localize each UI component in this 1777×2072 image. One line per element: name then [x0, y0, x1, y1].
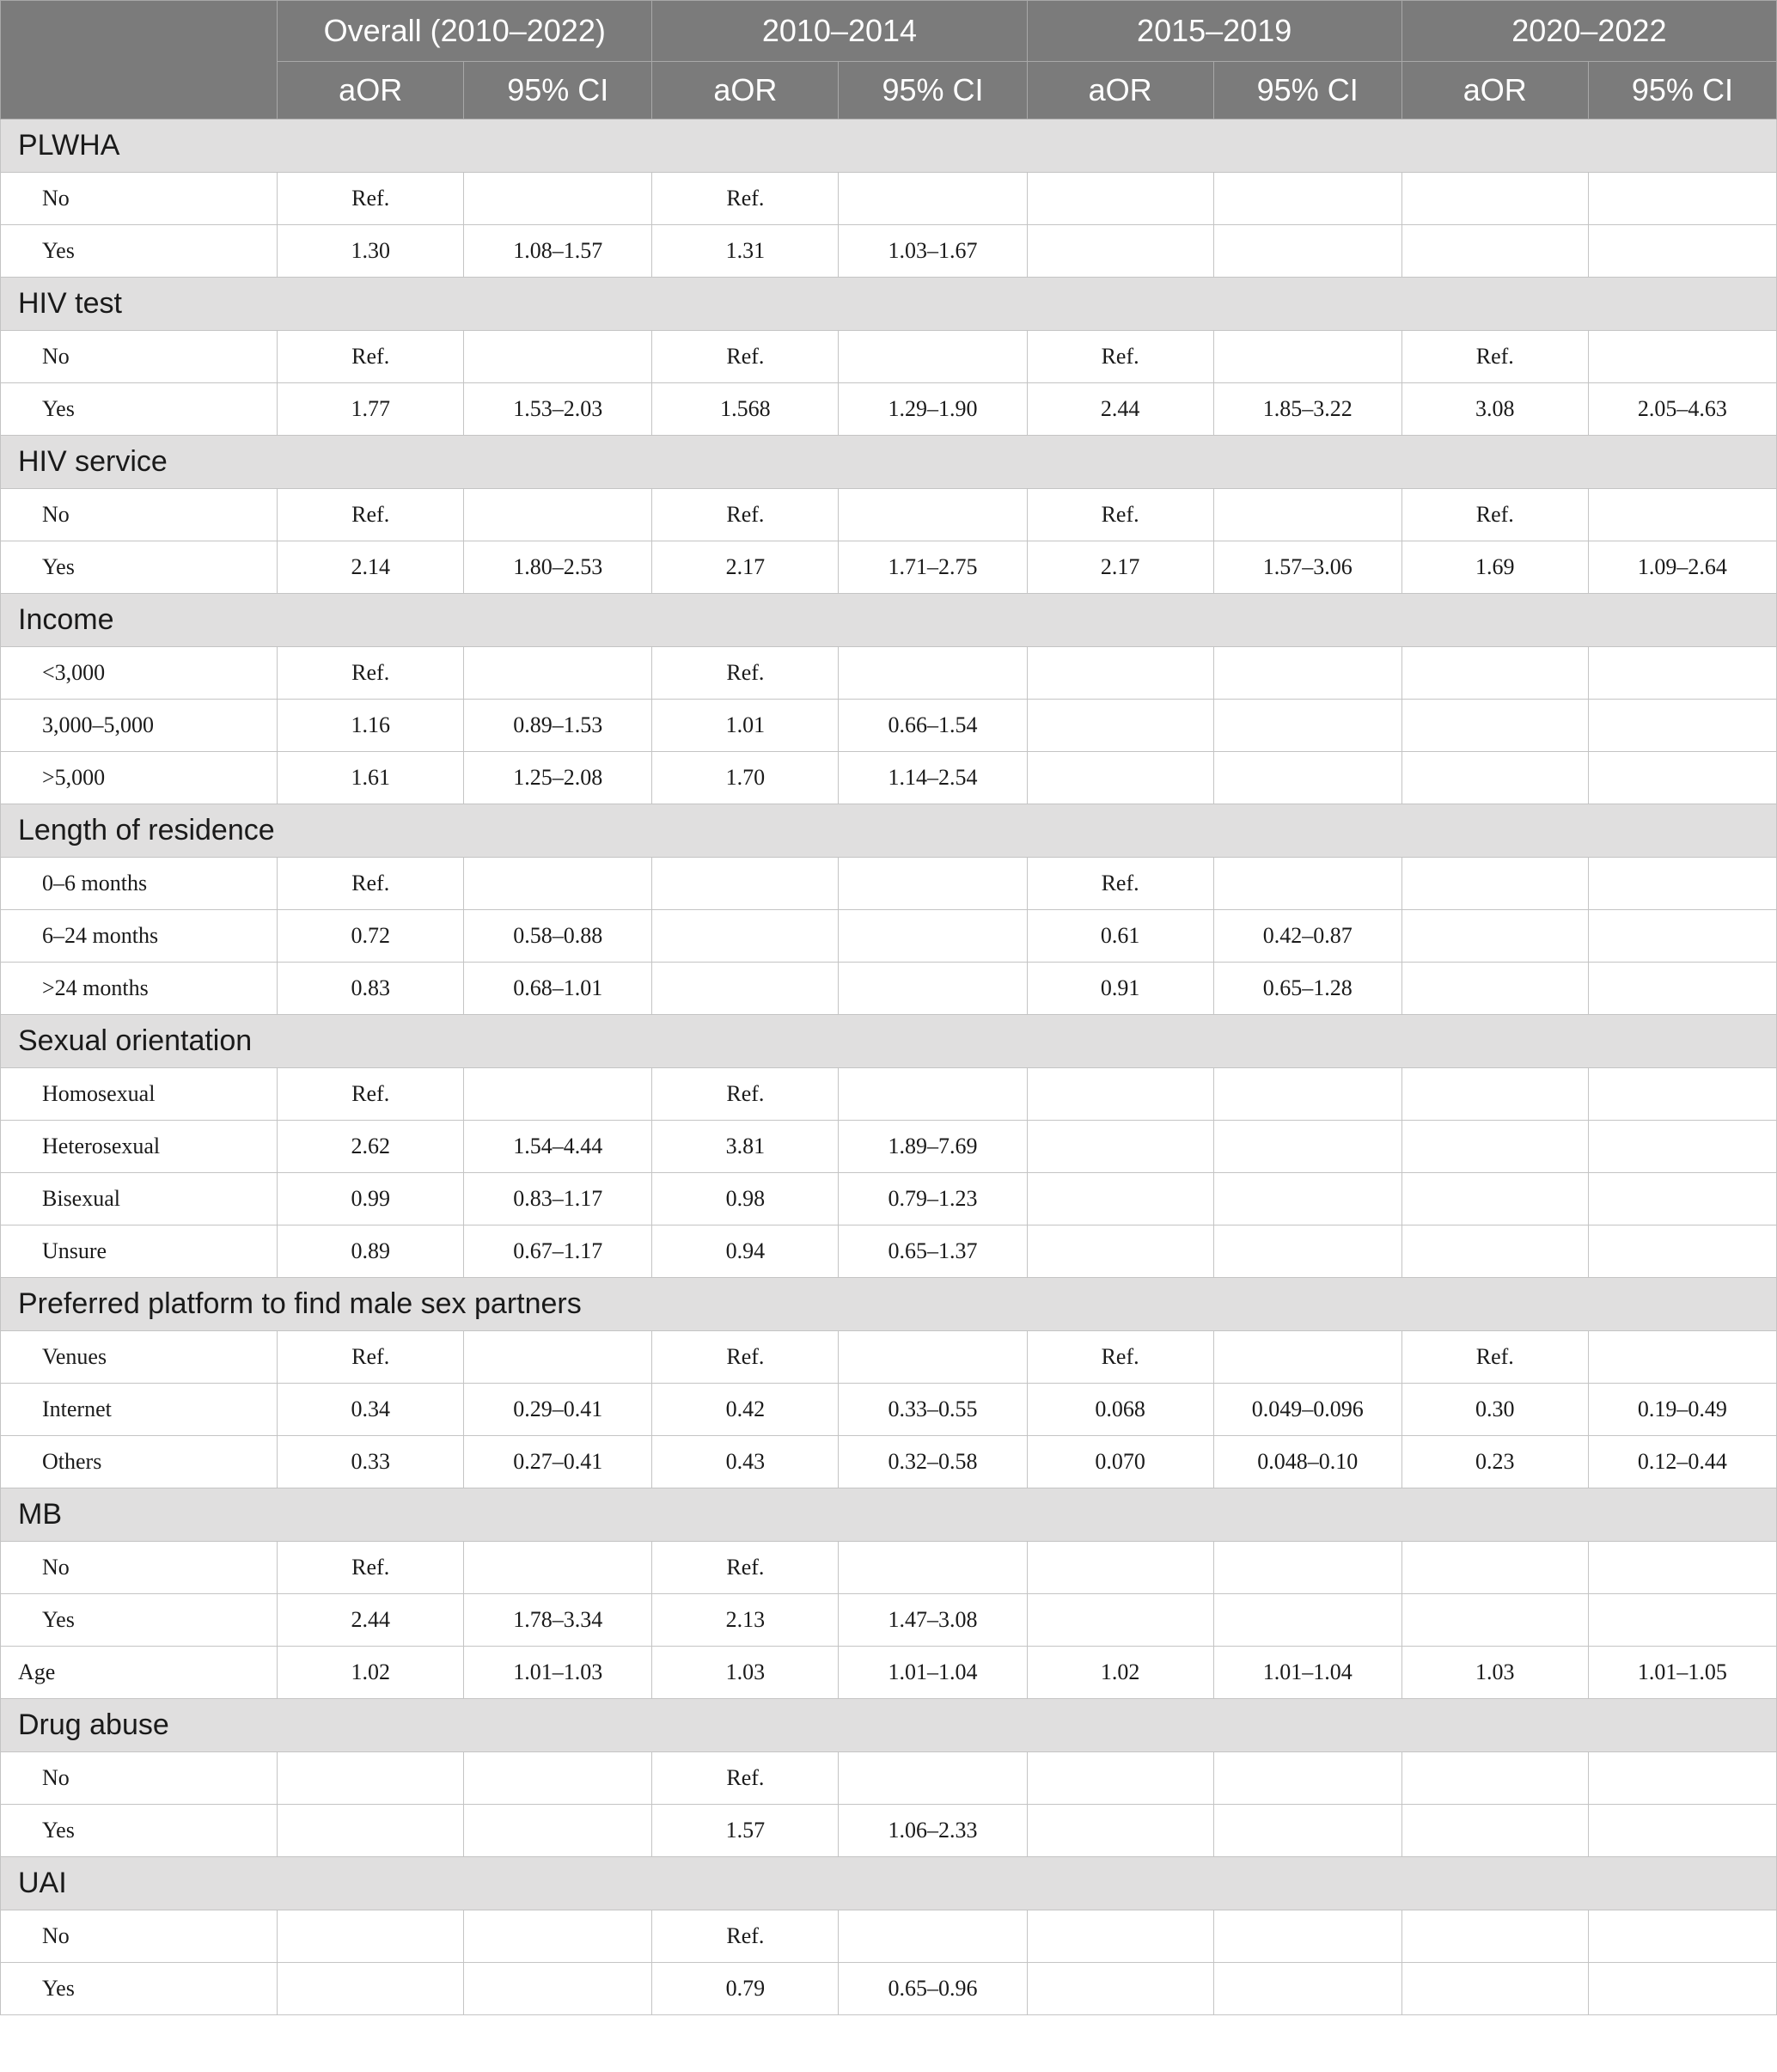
row-label: 6–24 months [1, 910, 278, 963]
ci-cell [464, 1910, 652, 1963]
section-label: Sexual orientation [1, 1015, 1777, 1068]
ci-cell [464, 1963, 652, 2015]
ci-cell: 1.01–1.04 [839, 1647, 1027, 1699]
table-row [1, 1121, 1777, 1173]
section-label: Preferred platform to find male sex partners [1, 1278, 1777, 1331]
ci-cell: 1.01–1.05 [1588, 1647, 1776, 1699]
aor-cell [1027, 1910, 1213, 1963]
table-row [1, 1542, 1777, 1594]
section-label: Length of residence [1, 804, 1777, 858]
section-row [1, 1488, 1777, 1542]
aor-cell: Ref. [652, 647, 839, 700]
ci-cell [1213, 858, 1401, 910]
ci-cell: 1.71–2.75 [839, 541, 1027, 594]
aor-cell: 0.98 [652, 1173, 839, 1225]
aor-cell: 1.61 [278, 752, 464, 804]
ci-cell [839, 647, 1027, 700]
aor-cell: 0.79 [652, 1963, 839, 2015]
aor-cell: 0.42 [652, 1384, 839, 1436]
table-row [1, 963, 1777, 1015]
aor-cell [1401, 1910, 1588, 1963]
ci-cell [1588, 752, 1776, 804]
table-row [1, 1805, 1777, 1857]
aor-cell: Ref. [652, 1752, 839, 1805]
aor-cell: 0.30 [1401, 1384, 1588, 1436]
ci-cell [464, 173, 652, 225]
aor-cell: 2.17 [652, 541, 839, 594]
aor-cell [1401, 1068, 1588, 1121]
aor-cell: Ref. [1027, 1331, 1213, 1384]
header-ci: 95% CI [1588, 62, 1776, 119]
aor-cell: Ref. [278, 489, 464, 541]
aor-cell: Ref. [652, 331, 839, 383]
aor-cell [652, 963, 839, 1015]
row-label: Internet [1, 1384, 278, 1436]
aor-cell: 1.03 [1401, 1647, 1588, 1699]
aor-cell [1401, 910, 1588, 963]
aor-cell: Ref. [278, 1542, 464, 1594]
aor-cell [1027, 225, 1213, 278]
aor-cell: 1.03 [652, 1647, 839, 1699]
table-row [1, 752, 1777, 804]
aor-cell: Ref. [278, 858, 464, 910]
aor-cell: 0.070 [1027, 1436, 1213, 1488]
ci-cell: 0.12–0.44 [1588, 1436, 1776, 1488]
aor-cell: 2.44 [278, 1594, 464, 1647]
header-aor: aOR [1401, 62, 1588, 119]
row-label: Homosexual [1, 1068, 278, 1121]
table-row [1, 225, 1777, 278]
aor-cell: 2.13 [652, 1594, 839, 1647]
row-label: No [1, 1752, 278, 1805]
header-group-2010-2014: 2010–2014 [652, 1, 1027, 62]
ci-cell: 1.85–3.22 [1213, 383, 1401, 436]
ci-cell: 0.049–0.096 [1213, 1384, 1401, 1436]
table-row [1, 1225, 1777, 1278]
ci-cell [839, 489, 1027, 541]
row-label: Yes [1, 1805, 278, 1857]
row-label: 3,000–5,000 [1, 700, 278, 752]
aor-cell: 0.61 [1027, 910, 1213, 963]
aor-cell [278, 1805, 464, 1857]
header-aor: aOR [652, 62, 839, 119]
aor-cell [1401, 700, 1588, 752]
row-label: 0–6 months [1, 858, 278, 910]
ci-cell: 1.25–2.08 [464, 752, 652, 804]
ci-cell: 0.58–0.88 [464, 910, 652, 963]
aor-cell [1401, 1752, 1588, 1805]
aor-cell [1027, 1173, 1213, 1225]
ci-cell [839, 1068, 1027, 1121]
aor-cell: Ref. [1027, 489, 1213, 541]
ci-cell [839, 173, 1027, 225]
section-row [1, 278, 1777, 331]
aor-cell [1027, 1805, 1213, 1857]
aor-cell: 2.17 [1027, 541, 1213, 594]
aor-cell: 0.34 [278, 1384, 464, 1436]
ci-cell [464, 1068, 652, 1121]
ci-cell: 1.78–3.34 [464, 1594, 652, 1647]
ci-cell [1588, 489, 1776, 541]
ci-cell [464, 647, 652, 700]
aor-cell [278, 1963, 464, 2015]
aor-cell [1027, 1225, 1213, 1278]
row-label: <3,000 [1, 647, 278, 700]
ci-cell [1588, 1752, 1776, 1805]
ci-cell [464, 489, 652, 541]
table-row [1, 1436, 1777, 1488]
ci-cell: 1.53–2.03 [464, 383, 652, 436]
table-header [1, 1, 1777, 119]
ci-cell [1213, 1173, 1401, 1225]
row-label: Bisexual [1, 1173, 278, 1225]
aor-cell [1401, 647, 1588, 700]
aor-cell: 1.568 [652, 383, 839, 436]
ci-cell [839, 910, 1027, 963]
header-aor: aOR [278, 62, 464, 119]
aor-cell: Ref. [652, 173, 839, 225]
ci-cell [1213, 1225, 1401, 1278]
row-label: Venues [1, 1331, 278, 1384]
ci-cell: 0.29–0.41 [464, 1384, 652, 1436]
ci-cell [464, 1331, 652, 1384]
aor-cell: 1.31 [652, 225, 839, 278]
table-row [1, 489, 1777, 541]
aor-cell: 2.62 [278, 1121, 464, 1173]
aor-cell [652, 910, 839, 963]
section-row [1, 1278, 1777, 1331]
row-label: No [1, 1910, 278, 1963]
ci-cell: 0.66–1.54 [839, 700, 1027, 752]
ci-cell [1213, 225, 1401, 278]
ci-cell [1213, 1963, 1401, 2015]
ci-cell [1213, 1594, 1401, 1647]
table-row [1, 647, 1777, 700]
aor-cell [1401, 963, 1588, 1015]
ci-cell: 0.27–0.41 [464, 1436, 652, 1488]
aor-cell [1027, 1752, 1213, 1805]
ci-cell [839, 1752, 1027, 1805]
aor-cell [1027, 173, 1213, 225]
ci-cell [1588, 1542, 1776, 1594]
section-label: PLWHA [1, 119, 1777, 173]
aor-cell: 1.02 [1027, 1647, 1213, 1699]
ci-cell [1213, 1752, 1401, 1805]
ci-cell [1588, 647, 1776, 700]
ci-cell [464, 1752, 652, 1805]
aor-cell [1401, 1805, 1588, 1857]
ci-cell [1213, 1542, 1401, 1594]
aor-cell: 3.08 [1401, 383, 1588, 436]
ci-cell: 1.29–1.90 [839, 383, 1027, 436]
section-row [1, 804, 1777, 858]
ci-cell [1588, 1805, 1776, 1857]
aor-cell: 0.91 [1027, 963, 1213, 1015]
aor-cell: Ref. [652, 1542, 839, 1594]
ci-cell [1213, 1331, 1401, 1384]
aor-cell: 2.44 [1027, 383, 1213, 436]
aor-cell: Ref. [278, 173, 464, 225]
table-row [1, 541, 1777, 594]
ci-cell [839, 1910, 1027, 1963]
row-label: Yes [1, 383, 278, 436]
ci-cell [1588, 1225, 1776, 1278]
row-label: Yes [1, 1594, 278, 1647]
ci-cell [1213, 752, 1401, 804]
ci-cell: 0.42–0.87 [1213, 910, 1401, 963]
aor-cell [1027, 1963, 1213, 2015]
section-label: Income [1, 594, 1777, 647]
aor-cell [1401, 1225, 1588, 1278]
aor-cell [1401, 752, 1588, 804]
ci-cell [1588, 173, 1776, 225]
aor-cell: 0.43 [652, 1436, 839, 1488]
table-row [1, 858, 1777, 910]
ci-cell [1213, 173, 1401, 225]
aor-cell: 1.01 [652, 700, 839, 752]
ci-cell: 1.01–1.04 [1213, 1647, 1401, 1699]
aor-cell [278, 1910, 464, 1963]
section-label: Drug abuse [1, 1699, 1777, 1752]
aor-cell [1027, 1594, 1213, 1647]
aor-cell: 0.33 [278, 1436, 464, 1488]
table-row [1, 700, 1777, 752]
ci-cell [1213, 1805, 1401, 1857]
ci-cell: 0.65–1.28 [1213, 963, 1401, 1015]
table-row [1, 1594, 1777, 1647]
ci-cell [1588, 331, 1776, 383]
ci-cell [1588, 963, 1776, 1015]
ci-cell: 0.67–1.17 [464, 1225, 652, 1278]
ci-cell: 0.65–0.96 [839, 1963, 1027, 2015]
ci-cell: 0.32–0.58 [839, 1436, 1027, 1488]
ci-cell [464, 331, 652, 383]
ci-cell: 0.33–0.55 [839, 1384, 1027, 1436]
header-ci: 95% CI [464, 62, 652, 119]
section-row [1, 1015, 1777, 1068]
row-label: No [1, 173, 278, 225]
section-label: UAI [1, 1857, 1777, 1910]
ci-cell: 1.14–2.54 [839, 752, 1027, 804]
table-row [1, 910, 1777, 963]
ci-cell: 0.83–1.17 [464, 1173, 652, 1225]
aor-cell: Ref. [1027, 331, 1213, 383]
row-label: Yes [1, 225, 278, 278]
aor-cell [278, 1752, 464, 1805]
ci-cell [464, 1805, 652, 1857]
aor-cell: 1.70 [652, 752, 839, 804]
table-row [1, 173, 1777, 225]
aor-cell: 0.83 [278, 963, 464, 1015]
ci-cell [1588, 1173, 1776, 1225]
row-label: Yes [1, 1963, 278, 2015]
aor-cell [1401, 1121, 1588, 1173]
table-row [1, 1331, 1777, 1384]
table-body [1, 119, 1777, 2015]
aor-cell: 0.94 [652, 1225, 839, 1278]
row-label: Unsure [1, 1225, 278, 1278]
aor-cell [1027, 647, 1213, 700]
header-ci: 95% CI [1213, 62, 1401, 119]
ci-cell [1588, 700, 1776, 752]
aor-cell: Ref. [1401, 1331, 1588, 1384]
aor-cell: 0.89 [278, 1225, 464, 1278]
ci-cell [839, 1331, 1027, 1384]
aor-cell [652, 858, 839, 910]
header-group-overall: Overall (2010–2022) [278, 1, 652, 62]
header-aor: aOR [1027, 62, 1213, 119]
ci-cell: 1.47–3.08 [839, 1594, 1027, 1647]
row-label: No [1, 1542, 278, 1594]
ci-cell [1588, 1121, 1776, 1173]
aor-cell [1401, 1542, 1588, 1594]
ci-cell [1588, 1594, 1776, 1647]
aor-cell [1401, 173, 1588, 225]
table-row [1, 1173, 1777, 1225]
section-row [1, 1699, 1777, 1752]
ci-cell [839, 963, 1027, 1015]
ci-cell [1588, 1910, 1776, 1963]
aor-cell: Ref. [278, 1331, 464, 1384]
aor-cell [1027, 1542, 1213, 1594]
aor-cell [1027, 1068, 1213, 1121]
row-label: Others [1, 1436, 278, 1488]
ci-cell: 1.06–2.33 [839, 1805, 1027, 1857]
row-label: Yes [1, 541, 278, 594]
row-label: No [1, 489, 278, 541]
ci-cell: 0.89–1.53 [464, 700, 652, 752]
header-group-2015-2019: 2015–2019 [1027, 1, 1401, 62]
section-label: HIV test [1, 278, 1777, 331]
ci-cell [839, 1542, 1027, 1594]
aor-cell: 1.77 [278, 383, 464, 436]
ci-cell [1588, 858, 1776, 910]
aor-cell [1401, 1173, 1588, 1225]
row-label: >24 months [1, 963, 278, 1015]
ci-cell: 0.19–0.49 [1588, 1384, 1776, 1436]
section-row [1, 1857, 1777, 1910]
ci-cell [464, 1542, 652, 1594]
row-label: Age [1, 1647, 278, 1699]
ci-cell [1213, 331, 1401, 383]
table-row [1, 1647, 1777, 1699]
table-row [1, 1910, 1777, 1963]
ci-cell [1588, 910, 1776, 963]
aor-cell: 1.30 [278, 225, 464, 278]
ci-cell [1213, 647, 1401, 700]
aor-cell: Ref. [278, 647, 464, 700]
ci-cell [1213, 1121, 1401, 1173]
aor-cell: Ref. [1401, 331, 1588, 383]
ci-cell: 0.65–1.37 [839, 1225, 1027, 1278]
aor-cell [1401, 1594, 1588, 1647]
table-row [1, 383, 1777, 436]
ci-cell: 1.80–2.53 [464, 541, 652, 594]
ci-cell: 1.03–1.67 [839, 225, 1027, 278]
aor-cell: Ref. [1027, 858, 1213, 910]
ci-cell [1213, 489, 1401, 541]
table-row [1, 1963, 1777, 2015]
ci-cell [1588, 225, 1776, 278]
ci-cell [1588, 1963, 1776, 2015]
aor-cell: 1.16 [278, 700, 464, 752]
table-row [1, 331, 1777, 383]
section-row [1, 119, 1777, 173]
aor-cell [1027, 752, 1213, 804]
section-label: HIV service [1, 436, 1777, 489]
aor-cell: 0.23 [1401, 1436, 1588, 1488]
aor-cell: Ref. [652, 1910, 839, 1963]
ci-cell [1213, 1068, 1401, 1121]
aor-cell: 1.69 [1401, 541, 1588, 594]
ci-cell [1213, 700, 1401, 752]
aor-cell: 1.02 [278, 1647, 464, 1699]
ci-cell: 1.54–4.44 [464, 1121, 652, 1173]
aor-cell [1401, 1963, 1588, 2015]
aor-cell: Ref. [278, 1068, 464, 1121]
header-group-2020-2022: 2020–2022 [1401, 1, 1776, 62]
ci-cell [839, 331, 1027, 383]
ci-cell: 1.08–1.57 [464, 225, 652, 278]
ci-cell: 0.048–0.10 [1213, 1436, 1401, 1488]
row-label: No [1, 331, 278, 383]
ci-cell [464, 858, 652, 910]
header-row-periods [1, 1, 1777, 62]
ci-cell [1588, 1331, 1776, 1384]
ci-cell: 2.05–4.63 [1588, 383, 1776, 436]
aor-cell: Ref. [652, 1331, 839, 1384]
ci-cell: 0.68–1.01 [464, 963, 652, 1015]
ci-cell [839, 858, 1027, 910]
section-row [1, 436, 1777, 489]
ci-cell: 1.89–7.69 [839, 1121, 1027, 1173]
header-corner [1, 1, 278, 119]
aor-cell: Ref. [652, 489, 839, 541]
ci-cell [1213, 1910, 1401, 1963]
table-row [1, 1068, 1777, 1121]
aor-cell: 0.068 [1027, 1384, 1213, 1436]
ci-cell: 1.57–3.06 [1213, 541, 1401, 594]
ci-cell: 1.01–1.03 [464, 1647, 652, 1699]
aor-cell: 2.14 [278, 541, 464, 594]
aor-cell: 3.81 [652, 1121, 839, 1173]
aor-cell: Ref. [652, 1068, 839, 1121]
section-row [1, 594, 1777, 647]
row-label: >5,000 [1, 752, 278, 804]
ci-cell: 0.79–1.23 [839, 1173, 1027, 1225]
aor-cell [1027, 1121, 1213, 1173]
aor-cell [1401, 225, 1588, 278]
aor-cell: 0.99 [278, 1173, 464, 1225]
aor-cell [1401, 858, 1588, 910]
header-ci: 95% CI [839, 62, 1027, 119]
aor-cell: 1.57 [652, 1805, 839, 1857]
aor-cell: Ref. [278, 331, 464, 383]
row-label: Heterosexual [1, 1121, 278, 1173]
aor-cell: 0.72 [278, 910, 464, 963]
aor-cell [1027, 700, 1213, 752]
section-label: MB [1, 1488, 1777, 1542]
aor-cell: Ref. [1401, 489, 1588, 541]
table-row [1, 1752, 1777, 1805]
table-row [1, 1384, 1777, 1436]
ci-cell: 1.09–2.64 [1588, 541, 1776, 594]
ci-cell [1588, 1068, 1776, 1121]
